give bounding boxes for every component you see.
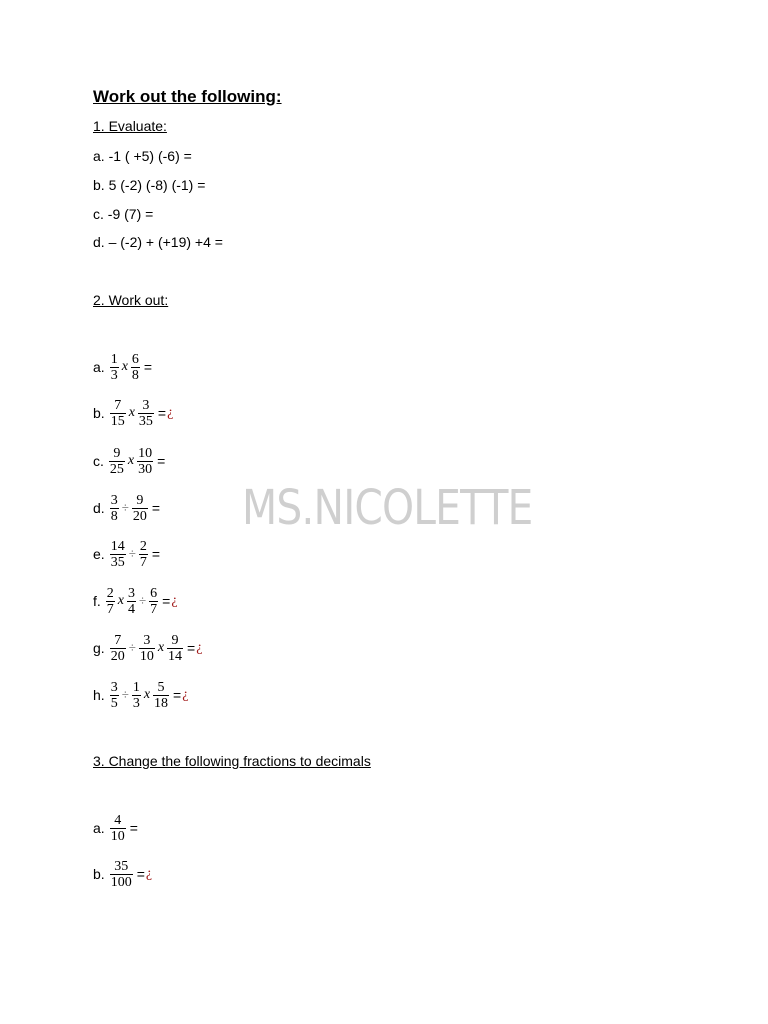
fraction (110, 398, 126, 429)
fraction (149, 586, 158, 617)
fraction (110, 352, 119, 383)
question-row (93, 395, 173, 431)
divide-sign: ÷ (121, 687, 129, 702)
numerator: 3 (110, 492, 118, 508)
fraction (127, 586, 136, 617)
question-1a: a. -1 ( +5) (-6) = (93, 148, 192, 164)
denominator: 4 (128, 601, 135, 617)
numerator: 1 (110, 351, 118, 367)
denominator: 15 (110, 413, 125, 429)
fraction (110, 813, 126, 844)
fraction (109, 446, 125, 477)
denominator: 10 (110, 828, 125, 844)
denominator: 25 (109, 461, 124, 477)
watermark: MS.NICOLETTE (242, 480, 533, 536)
equals-sign: = (157, 405, 167, 421)
question-label: a. (93, 820, 105, 836)
equals-sign: = (151, 546, 161, 562)
question-label: c. (93, 453, 104, 469)
numerator: 9 (136, 492, 144, 508)
question-label: h. (93, 687, 105, 703)
question-row (93, 583, 178, 619)
placeholder-glyph: ¿ (171, 593, 178, 608)
fraction (153, 680, 169, 711)
denominator: 5 (110, 695, 118, 711)
question-label: d. (93, 500, 105, 516)
denominator: 35 (110, 554, 125, 570)
fraction (131, 352, 140, 383)
multiply-sign: x (143, 687, 151, 702)
divide-sign: ÷ (128, 640, 136, 655)
denominator: 20 (132, 508, 147, 524)
section-1-heading: 1. Evaluate: (93, 118, 167, 134)
denominator: 7 (139, 554, 147, 570)
denominator: 20 (110, 648, 125, 664)
numerator: 9 (113, 445, 121, 461)
equals-sign: = (157, 453, 166, 469)
numerator: 10 (138, 445, 153, 461)
numerator: 3 (142, 397, 150, 413)
fraction (137, 446, 153, 477)
equals-sign: = (187, 640, 196, 656)
section-3-heading: 3. Change the following fractions to decimals (93, 753, 371, 769)
fraction (110, 633, 126, 664)
question-row (93, 490, 160, 526)
denominator: 7 (150, 601, 158, 617)
page-title: Work out the following: (93, 87, 282, 106)
fraction (139, 539, 148, 570)
equals-sign: = (143, 359, 153, 375)
fraction (132, 680, 141, 711)
question-label: b. (93, 405, 105, 421)
fraction (139, 633, 155, 664)
question-label: e. (93, 546, 105, 562)
divide-sign: ÷ (128, 546, 136, 561)
fraction (167, 633, 183, 664)
numerator: 7 (114, 632, 122, 648)
numerator: 5 (157, 679, 165, 695)
multiply-sign: x (121, 359, 128, 374)
question-label: f. (93, 593, 101, 609)
numerator: 9 (171, 632, 179, 648)
question-1d: d. – (-2) + (+19) +4 = (93, 234, 223, 250)
question-row (93, 443, 165, 479)
divide-sign: ÷ (139, 593, 147, 608)
placeholder-glyph: ¿ (196, 640, 203, 655)
question-row (93, 810, 138, 846)
numerator: 1 (132, 679, 140, 695)
numerator: 3 (143, 632, 151, 648)
equals-sign: = (151, 500, 161, 516)
denominator: 8 (110, 508, 118, 524)
numerator: 4 (114, 812, 122, 828)
numerator: 2 (106, 585, 114, 601)
question-row (93, 349, 152, 385)
fraction (106, 586, 115, 617)
numerator: 3 (128, 585, 135, 601)
section-2-heading: 2. Work out: (93, 292, 169, 308)
fraction (110, 493, 119, 524)
divide-sign: ÷ (121, 500, 129, 515)
multiply-sign: x (117, 593, 124, 608)
denominator: 3 (110, 367, 118, 383)
placeholder-glyph: ¿ (145, 866, 153, 881)
denominator: 30 (138, 461, 153, 477)
question-row (93, 677, 188, 713)
question-label: a. (93, 359, 105, 375)
fraction (138, 398, 154, 429)
denominator: 7 (106, 601, 114, 617)
multiply-sign: x (128, 405, 135, 420)
fraction (110, 859, 133, 890)
denominator: 35 (138, 413, 153, 429)
numerator: 14 (110, 538, 125, 554)
question-label: b. (93, 866, 105, 882)
numerator: 35 (114, 858, 129, 874)
fraction (110, 539, 126, 570)
numerator: 6 (150, 585, 158, 601)
multiply-sign: x (127, 453, 135, 468)
numerator: 3 (110, 679, 118, 695)
denominator: 8 (131, 367, 139, 383)
question-1c: c. -9 (7) = (93, 206, 154, 222)
placeholder-glyph: ¿ (167, 405, 174, 420)
multiply-sign: x (157, 640, 165, 655)
equals-sign: = (162, 593, 171, 609)
placeholder-glyph: ¿ (182, 687, 189, 702)
numerator: 6 (131, 351, 139, 367)
denominator: 100 (110, 874, 132, 890)
denominator: 18 (154, 695, 169, 711)
denominator: 14 (168, 648, 183, 664)
question-row (93, 536, 160, 572)
equals-sign: = (129, 820, 138, 836)
denominator: 3 (132, 695, 140, 711)
numerator: 7 (114, 397, 122, 413)
numerator: 2 (139, 538, 147, 554)
equals-sign: = (173, 687, 182, 703)
fraction (110, 680, 119, 711)
fraction (132, 493, 148, 524)
denominator: 10 (139, 648, 154, 664)
question-1b: b. 5 (-2) (-8) (-1) = (93, 177, 206, 193)
question-row (93, 630, 202, 666)
equals-sign: = (136, 866, 145, 882)
question-row (93, 856, 152, 892)
question-label: g. (93, 640, 105, 656)
